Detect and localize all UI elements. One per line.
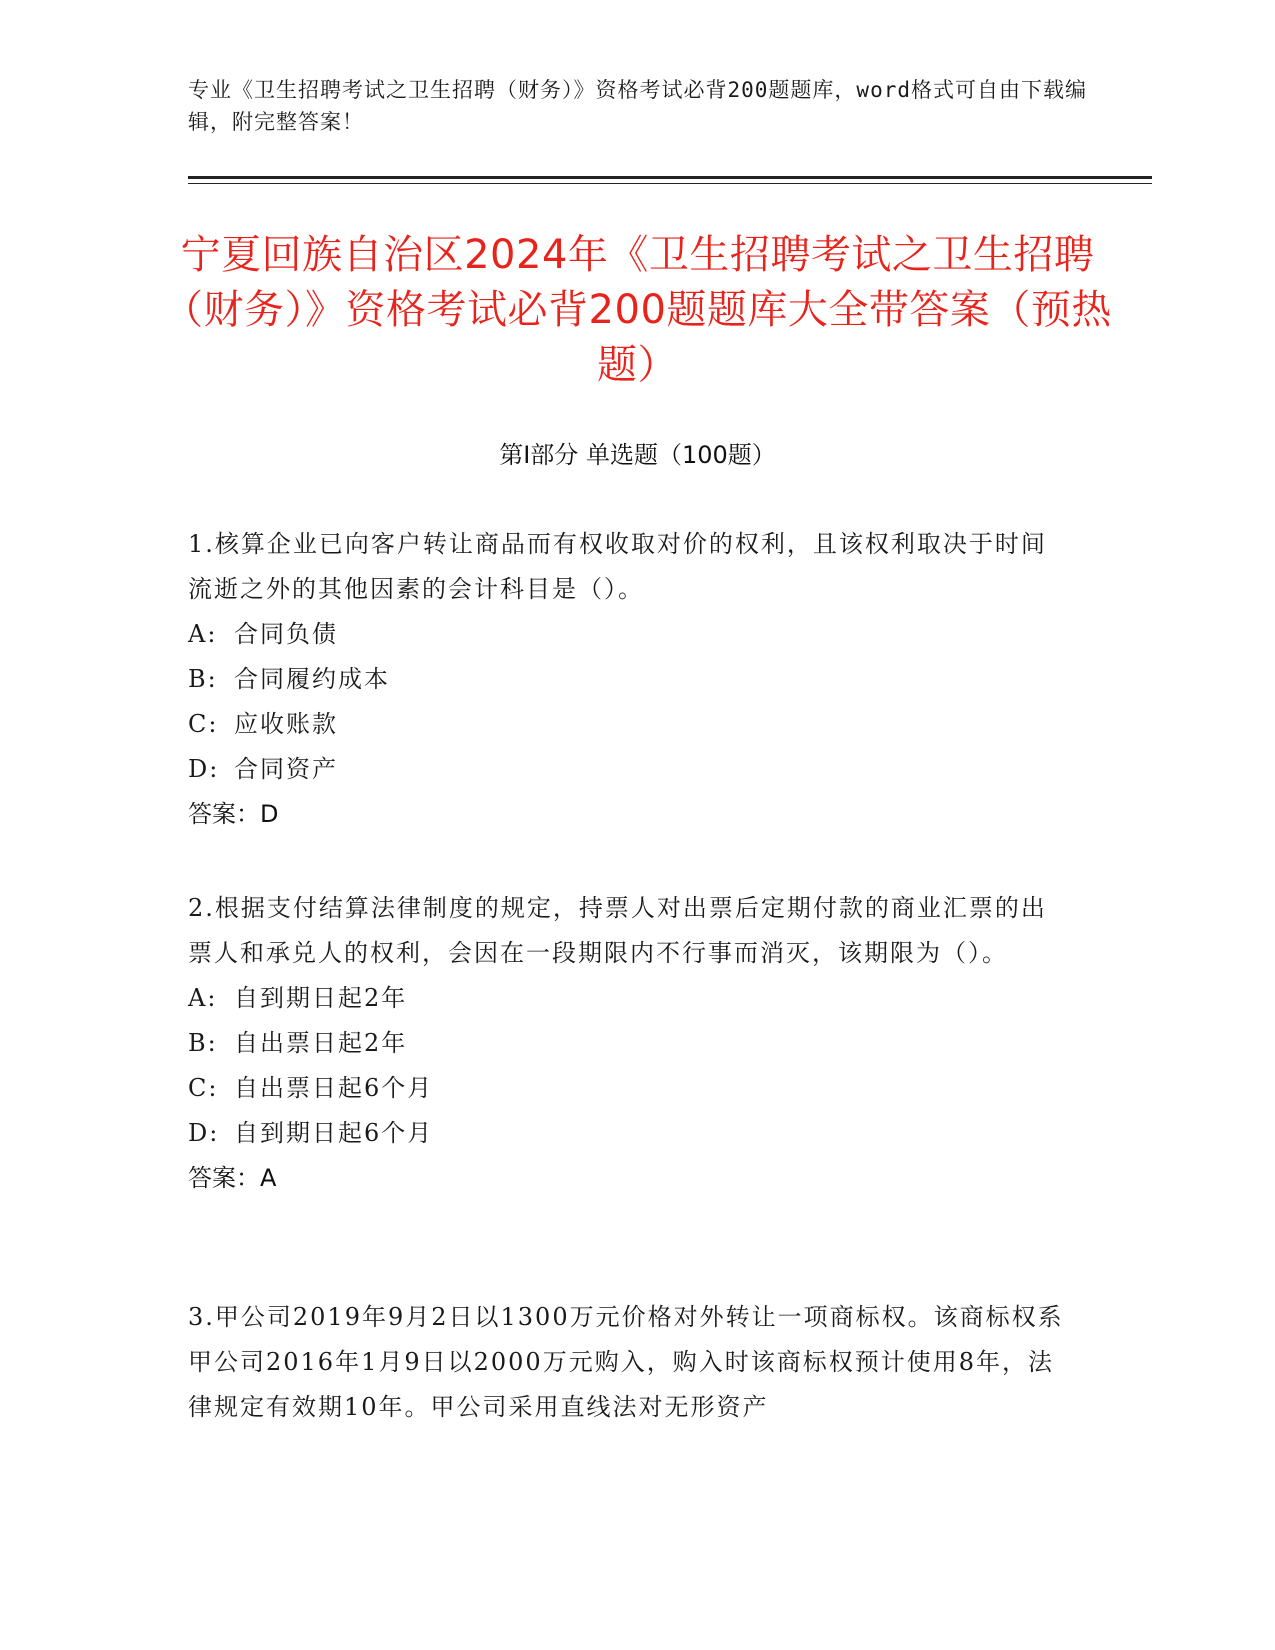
document-title: 宁夏回族自治区2024年《卫生招聘考试之卫生招聘（财务）》资格考试必背200题题库大全带答案（预热题） — [163, 232, 1112, 388]
answer-line: 答案：D — [188, 800, 279, 828]
question-stem: 1.核算企业已向客户转让商品而有权收取对价的权利，且该权利取决于时间流逝之外的其他因素的会计科目是（）。 — [188, 530, 1047, 603]
option-text: 合同负债 — [234, 620, 338, 648]
option-text: 合同履约成本 — [234, 665, 390, 693]
question-1 — [188, 522, 1068, 837]
option-c — [188, 702, 1068, 747]
option-d — [188, 747, 1068, 792]
option-a — [188, 976, 1068, 1021]
question-2 — [188, 886, 1068, 1201]
header-rule-thin — [188, 183, 1152, 184]
option-letter: C: — [188, 710, 219, 738]
option-letter: B: — [188, 1029, 218, 1057]
option-d — [188, 1111, 1068, 1156]
option-text: 应收账款 — [234, 710, 338, 738]
option-text: 自出票日起6个月 — [234, 1074, 434, 1102]
option-letter: A: — [188, 984, 218, 1012]
question-3 — [188, 1295, 1068, 1430]
option-letter: B: — [188, 665, 218, 693]
option-b — [188, 657, 1068, 702]
section-title: 第Ⅰ部分 单选题（100题） — [499, 441, 776, 469]
option-a — [188, 612, 1068, 657]
question-stem: 2.根据支付结算法律制度的规定，持票人对出票后定期付款的商业汇票的出票人和承兑人的权利，会因在一段期限内不行事而消灭，该期限为（）。 — [188, 894, 1047, 967]
option-letter: A: — [188, 620, 218, 648]
option-text: 自出票日起2年 — [234, 1029, 408, 1057]
option-text: 自到期日起2年 — [234, 984, 408, 1012]
option-letter: D: — [188, 1119, 220, 1147]
option-text: 合同资产 — [234, 755, 338, 783]
question-stem: 3.甲公司2019年9月2日以1300万元价格对外转让一项商标权。该商标权系甲公司2016年1月9日以2000万元购入，购入时该商标权预计使用8年，法律规定有效期10年。甲公司采用直线法对无形资产 — [188, 1303, 1064, 1421]
option-b — [188, 1021, 1068, 1066]
option-text: 自到期日起6个月 — [234, 1119, 434, 1147]
option-letter: C: — [188, 1074, 219, 1102]
option-letter: D: — [188, 755, 220, 783]
header-note: 专业《卫生招聘考试之卫生招聘（财务）》资格考试必背200题题库，word格式可自由下载编辑，附完整答案！ — [188, 78, 1087, 134]
option-c — [188, 1066, 1068, 1111]
answer-line: 答案：A — [188, 1164, 277, 1192]
header-rule-thick — [188, 176, 1152, 179]
